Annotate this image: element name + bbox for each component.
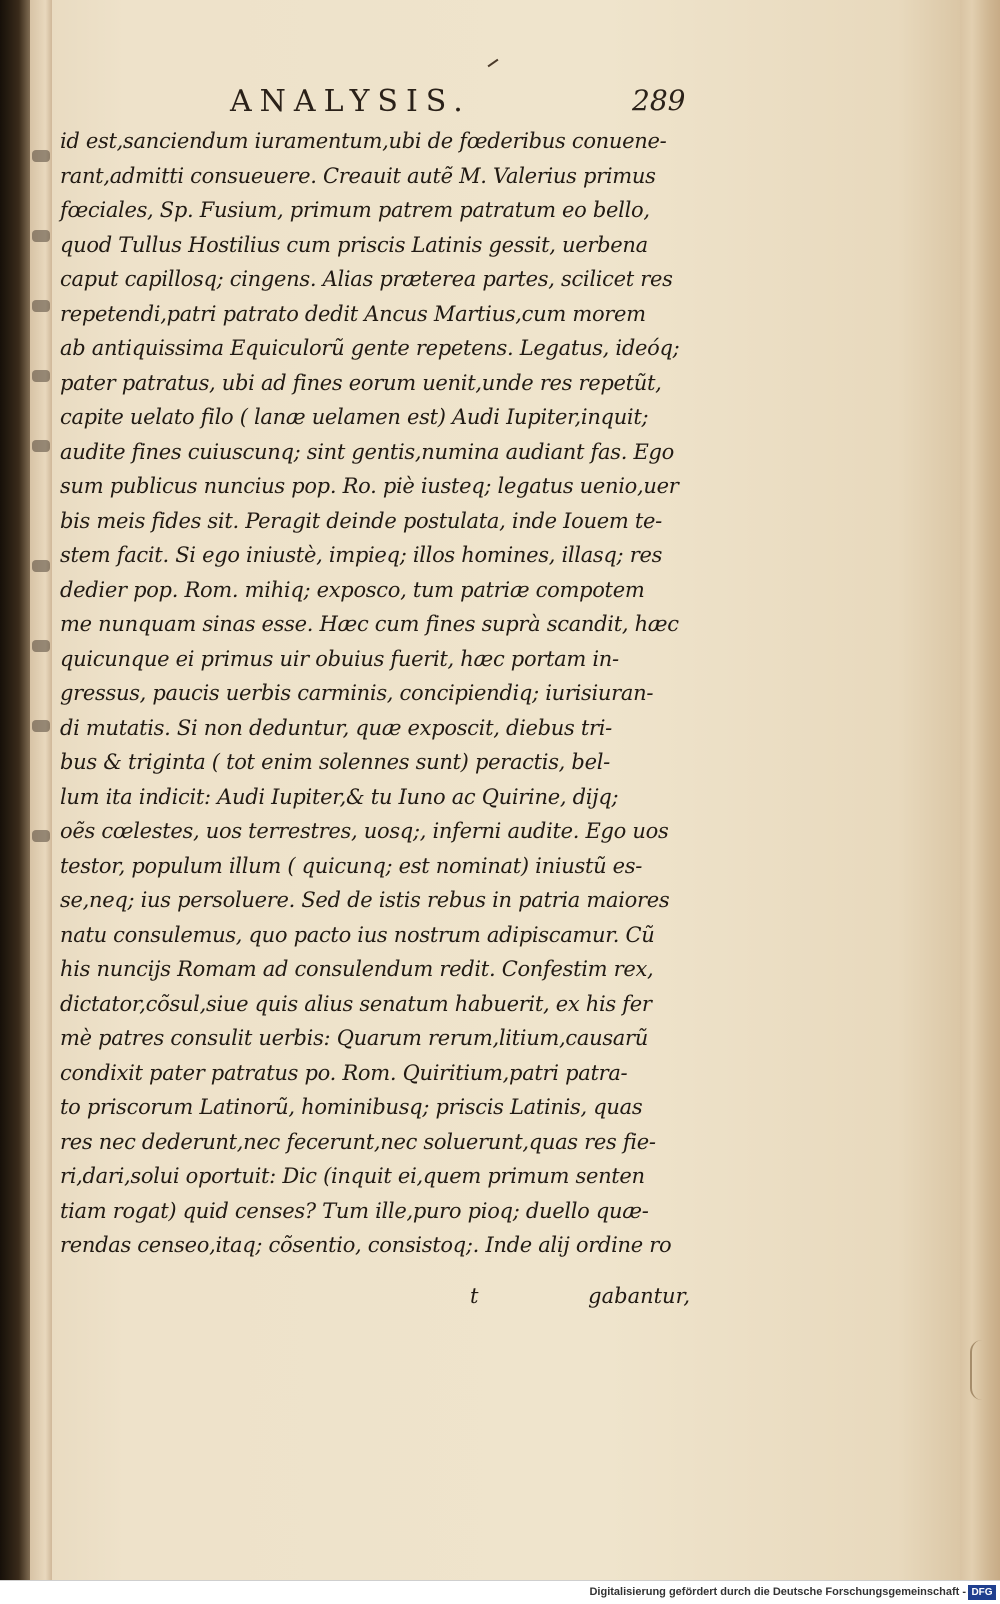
text-line: di mutatis. Si non deduntur, quæ exposcit, diebus tri- — [60, 715, 612, 740]
text-line: id est,sanciendum iuramentum,ubi de fœderibus conuene- — [60, 129, 667, 153]
text-line: to priscorum Latinorũ, hominibusq; priscis Latinis, quas — [60, 1095, 643, 1119]
text-line: natu consulemus, quo pacto ius nostrum adipiscamur. Cũ — [60, 922, 655, 947]
text-line: lum ita indicit: Audi Iupiter,& tu Iuno ac Quirine, dijq; — [60, 784, 619, 809]
bleed-through-mark — [32, 230, 50, 242]
text-line: rant,admitti consueuere. Creauit autẽ M. Valerius primus — [60, 163, 656, 188]
text-line: fœciales, Sp. Fusium, primum patrem patratum eo bello, — [60, 198, 650, 222]
page-fore-edge — [960, 0, 1000, 1580]
footer-bar — [0, 1580, 1000, 1604]
previous-page-edge — [30, 0, 52, 1580]
text-line: caput capillosq; cingens. Alias præterea partes, scilicet res — [60, 267, 673, 291]
text-line: pater patratus, ubi ad fines eorum uenit,unde res repetũt, — [60, 370, 662, 395]
running-title: ANALYSIS. — [230, 84, 471, 119]
text-line: mè patres consulit uerbis: Quarum rerum,litium,causarũ — [60, 1026, 648, 1050]
text-line: rendas censeo,itaq; cõsentio, consistoq;. Inde alij ordine ro — [60, 1233, 672, 1257]
pen-mark — [488, 59, 499, 68]
text-line: sum publicus nuncius pop. Ro. piè iusteq; legatus uenio,uer — [60, 474, 679, 498]
text-line: quod Tullus Hostilius cum priscis Latinis gessit, uerbena — [60, 232, 648, 257]
catchword: gabantur, — [588, 1284, 690, 1308]
text-line: se,neq; ius persoluere. Sed de istis rebus in patria maiores — [60, 888, 670, 912]
text-line: audite fines cuiuscunq; sint gentis,numina audiant fas. Ego — [60, 439, 674, 464]
dfg-logo: DFG — [968, 1585, 996, 1600]
text-line: ab antiquissima Equiculorũ gente repetens. Legatus, ideóq; — [60, 336, 680, 360]
page-number: 289 — [632, 84, 686, 117]
page-fold-mark — [970, 1340, 984, 1400]
text-line: stem facit. Si ego iniustè, impieq; illos homines, illasq; res — [60, 543, 663, 567]
bleed-through-mark — [32, 150, 50, 162]
catchword-line — [60, 1284, 700, 1318]
text-line: testor, populum illum ( quicunq; est nominat) iniustũ es- — [60, 853, 643, 878]
text-line: me nunquam sinas esse. Hæc cum fines suprà scandit, hæc — [60, 612, 679, 636]
bleed-through-mark — [32, 720, 50, 732]
bleed-through-mark — [32, 560, 50, 572]
body-text — [60, 124, 700, 1263]
text-line: capite uelato filo ( lanæ uelamen est) Audi Iupiter,inquit; — [60, 405, 649, 429]
bleed-through-mark — [32, 370, 50, 382]
text-line: dedier pop. Rom. mihiq; exposco, tum patriæ compotem — [60, 577, 645, 602]
book-page — [52, 0, 972, 1580]
bleed-through-mark — [32, 830, 50, 842]
signature-mark: t — [470, 1284, 479, 1308]
text-line: oẽs cœlestes, uos terrestres, uosq;, inferni audite. Ego uos — [60, 819, 669, 843]
text-line: res nec dederunt,nec fecerunt,nec soluerunt,quas res fie- — [60, 1129, 656, 1154]
text-line: dictator,cõsul,siue quis alius senatum habuerit, ex his fer — [60, 991, 652, 1016]
funding-credit: Digitalisierung gefördert durch die Deutsche Forschungsgemeinschaft - — [589, 1586, 966, 1598]
bleed-through-mark — [32, 640, 50, 652]
text-line: bus & triginta ( tot enim solennes sunt) peractis, bel- — [60, 750, 610, 774]
text-line: gressus, paucis uerbis carminis, concipiendiq; iurisiuran- — [60, 681, 654, 705]
text-line: his nuncijs Romam ad consulendum redit. Confestim rex, — [60, 957, 654, 981]
text-line: tiam rogat) quid censes? Tum ille,puro pioq; duello quæ- — [60, 1198, 649, 1223]
text-line: repetendi,patri patrato dedit Ancus Martius,cum morem — [60, 301, 646, 326]
running-head — [52, 84, 942, 124]
bleed-through-mark — [32, 300, 50, 312]
text-line: condixit pater patratus po. Rom. Quiritium,patri patra- — [60, 1060, 628, 1085]
book-binding — [0, 0, 34, 1580]
bleed-through-mark — [32, 440, 50, 452]
text-line: ri,dari,solui oportuit: Dic (inquit ei,quem primum senten — [60, 1164, 645, 1188]
text-line: bis meis fides sit. Peragit deinde postulata, inde Iouem te- — [60, 508, 662, 533]
text-line: quicunque ei primus uir obuius fuerit, hæc portam in- — [60, 646, 619, 671]
